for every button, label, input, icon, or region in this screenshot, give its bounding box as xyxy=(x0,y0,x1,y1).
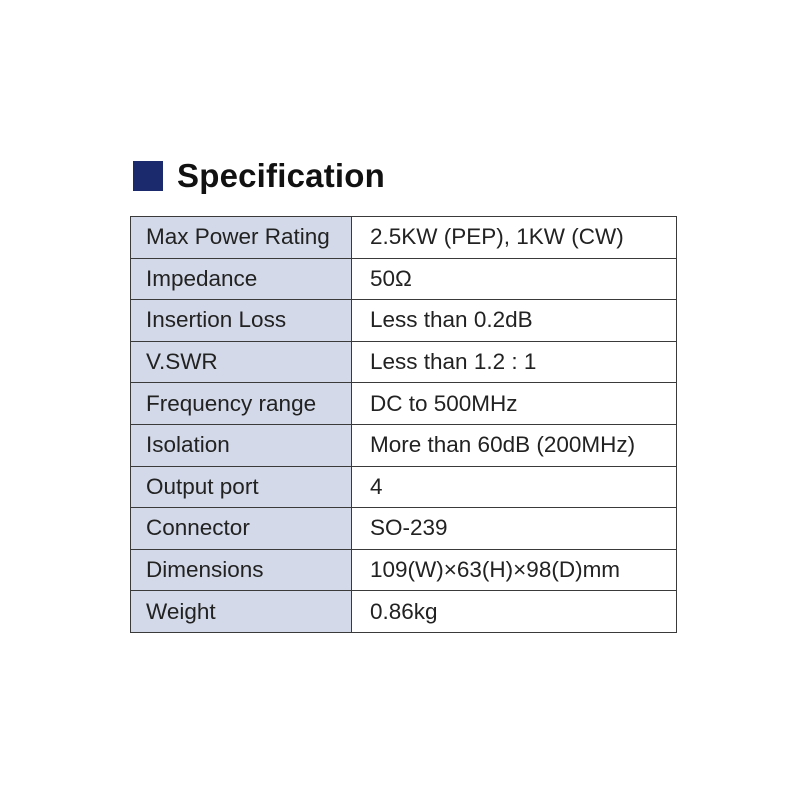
table-row xyxy=(131,217,677,259)
spec-label: Impedance xyxy=(131,258,352,300)
spec-value: SO-239 xyxy=(352,508,677,550)
spec-value: Less than 1.2 : 1 xyxy=(352,341,677,383)
spec-label: Connector xyxy=(131,508,352,550)
spec-table xyxy=(130,216,677,633)
table-row xyxy=(131,300,677,342)
spec-value: 2.5KW (PEP), 1KW (CW) xyxy=(352,217,677,259)
table-row xyxy=(131,258,677,300)
spec-value: DC to 500MHz xyxy=(352,383,677,425)
section-heading xyxy=(133,156,385,196)
spec-label: Isolation xyxy=(131,424,352,466)
table-row xyxy=(131,341,677,383)
spec-label: Max Power Rating xyxy=(131,217,352,259)
table-row xyxy=(131,591,677,633)
spec-label: Insertion Loss xyxy=(131,300,352,342)
spec-value: 4 xyxy=(352,466,677,508)
table-row xyxy=(131,424,677,466)
spec-value: 109(W)×63(H)×98(D)mm xyxy=(352,549,677,591)
spec-value: Less than 0.2dB xyxy=(352,300,677,342)
spec-value: 50Ω xyxy=(352,258,677,300)
table-row xyxy=(131,549,677,591)
heading-square-icon xyxy=(133,161,163,191)
page-title: Specification xyxy=(177,157,385,194)
table-row xyxy=(131,466,677,508)
table-row xyxy=(131,508,677,550)
spec-label: Weight xyxy=(131,591,352,633)
spec-label: Frequency range xyxy=(131,383,352,425)
spec-value: More than 60dB (200MHz) xyxy=(352,424,677,466)
table-row xyxy=(131,383,677,425)
spec-label: Dimensions xyxy=(131,549,352,591)
spec-label: Output port xyxy=(131,466,352,508)
spec-label: V.SWR xyxy=(131,341,352,383)
spec-value: 0.86kg xyxy=(352,591,677,633)
